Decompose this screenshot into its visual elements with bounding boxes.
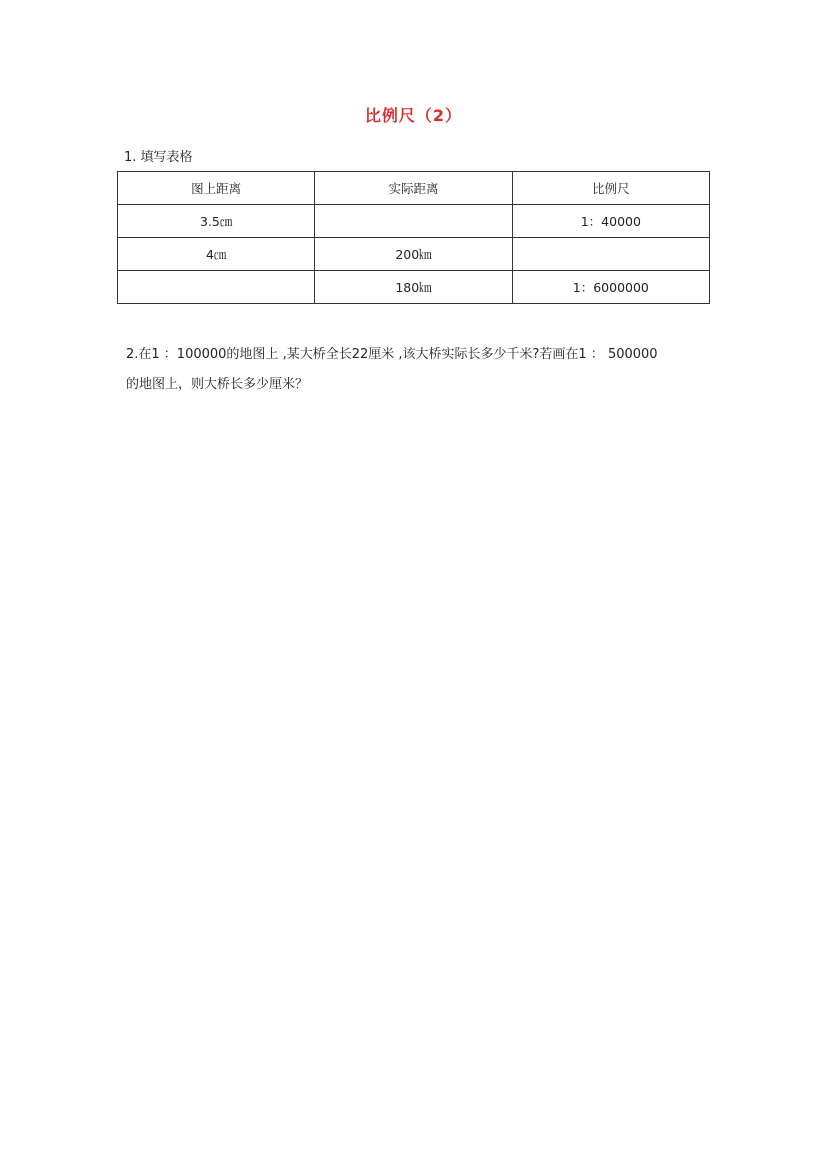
page-title: 比例尺（2） [364,106,463,125]
table-cell [512,238,709,271]
question-2 [126,340,716,400]
table-cell: 200㎞ [315,238,512,271]
header-actual-distance: 实际距离 [315,172,512,205]
table-header-row [118,172,710,205]
header-scale: 比例尺 [512,172,709,205]
table-cell [315,205,512,238]
table-cell: 3.5㎝ [118,205,315,238]
table-cell: 1：40000 [512,205,709,238]
table-cell [118,271,315,304]
table-cell: 4㎝ [118,238,315,271]
header-map-distance: 图上距离 [118,172,315,205]
table-cell: 180㎞ [315,271,512,304]
question-1-label: 1. 填写表格 [124,150,193,165]
table-row [118,238,710,271]
question-2-line-1: 2.在1 ：100000的地图上 ,某大桥全长22厘米 ,该大桥实际长多少千米?若画在1 ： 500000 [126,347,658,362]
table-row [118,271,710,304]
table-row [118,205,710,238]
fill-in-table [117,171,710,304]
question-2-line-2: 的地图上，则大桥长多少厘米？ [126,377,309,392]
table-cell: 1：6000000 [512,271,709,304]
